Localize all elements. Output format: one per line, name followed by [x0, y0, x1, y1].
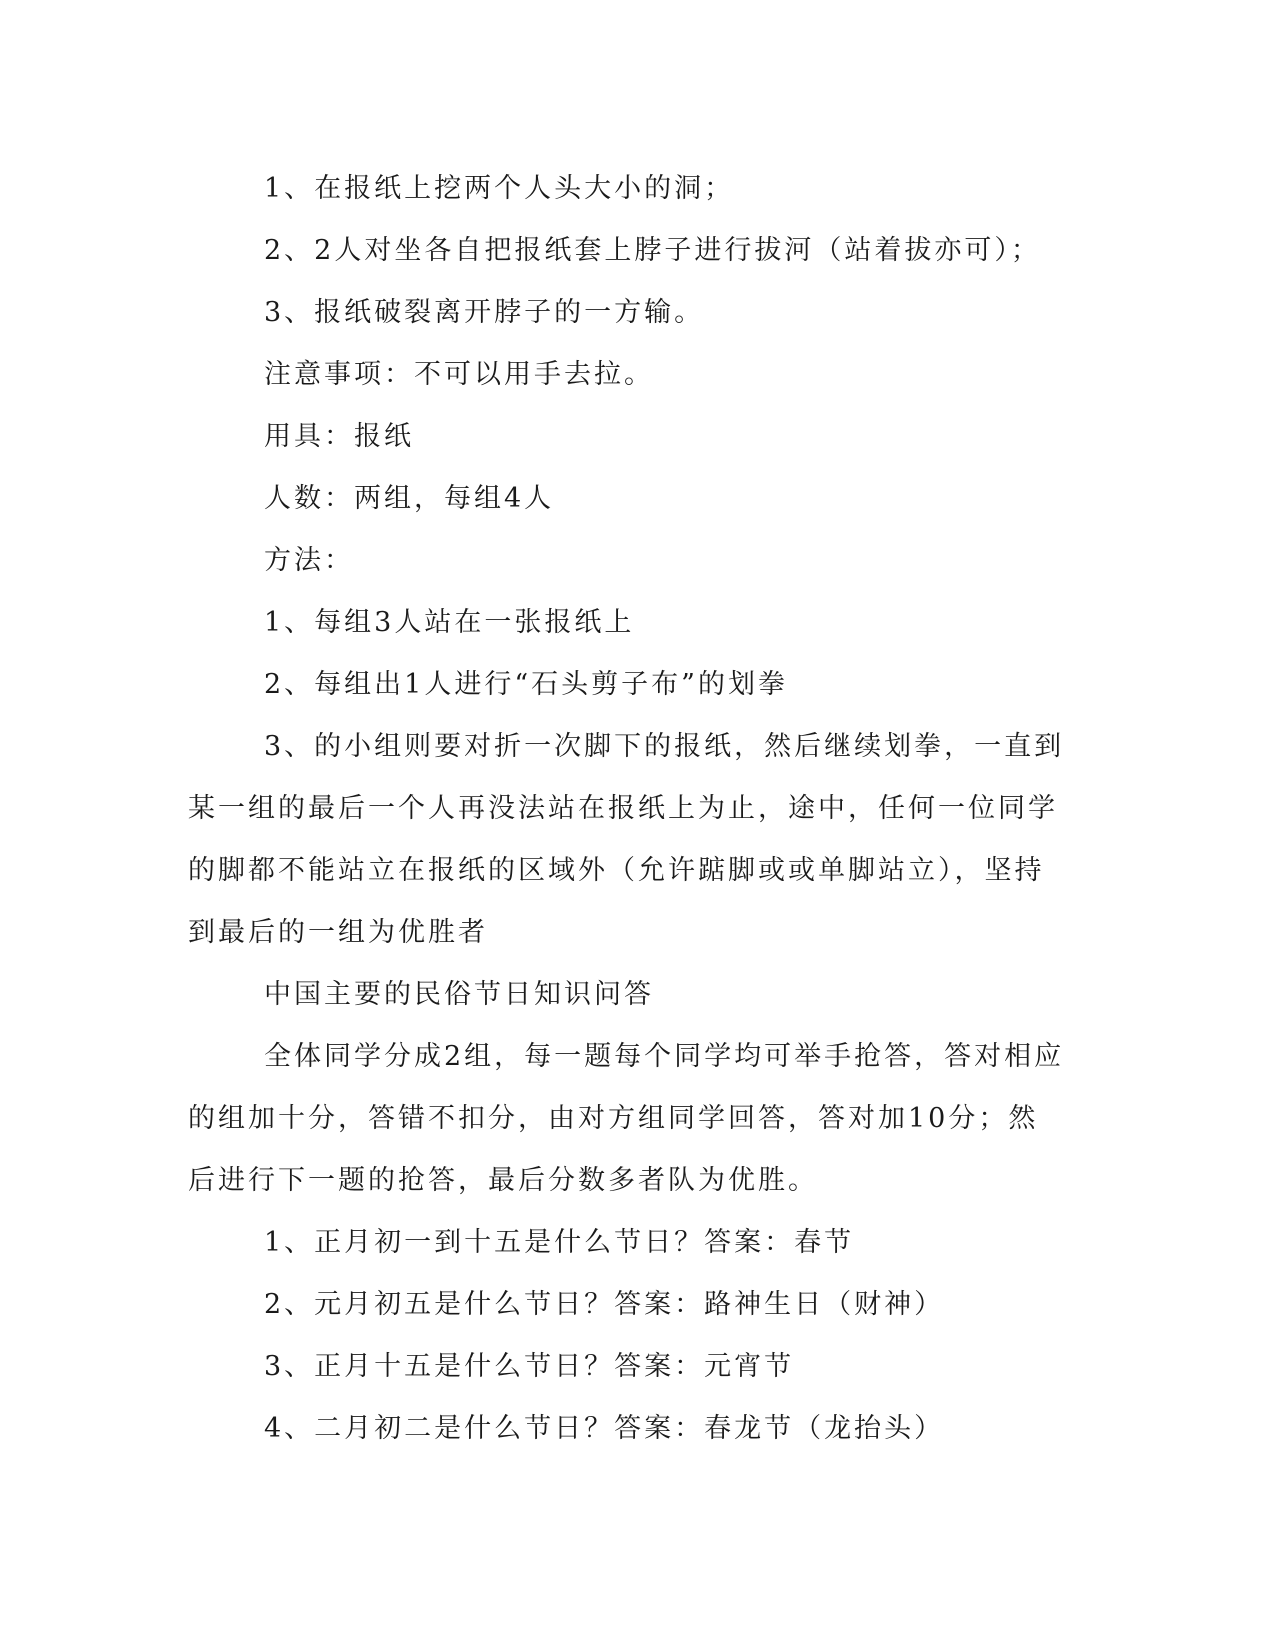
paragraph: 2、每组出1人进行“石头剪子布”的划拳	[264, 669, 788, 700]
question-item: 1、正月初一到十五是什么节日？答案：春节	[264, 1227, 855, 1258]
paragraph: 全体同学分成2组，每一题每个同学均可举手抢答，答对相应的组加十分，答错不扣分，由对方组同学回答，答对加10分；然后进行下一题的抢答，最后分数多者队为优胜。	[188, 1041, 1065, 1196]
paragraph: 3、的小组则要对折一次脚下的报纸，然后继续划拳，一直到某一组的最后一个人再没法站在报纸上为止，途中，任何一位同学的脚都不能站立在报纸的区域外（允许踮脚或或单脚站立），坚持到最后的一组为优胜者	[188, 731, 1065, 948]
document-body	[188, 158, 1068, 1460]
paragraph: 注意事项：不可以用手去拉。	[264, 359, 654, 390]
section-heading: 中国主要的民俗节日知识问答	[264, 979, 654, 1010]
paragraph: 3、报纸破裂离开脖子的一方输。	[264, 297, 705, 328]
question-item: 3、正月十五是什么节日？答案：元宵节	[264, 1351, 795, 1382]
paragraph: 人数：两组，每组4人	[264, 483, 555, 514]
paragraph: 2、2人对坐各自把报纸套上脖子进行拔河（站着拔亦可）；	[264, 235, 1041, 266]
paragraph: 1、在报纸上挖两个人头大小的洞；	[264, 173, 735, 204]
question-item: 2、元月初五是什么节日？答案：路神生日（财神）	[264, 1289, 945, 1320]
question-item: 4、二月初二是什么节日？答案：春龙节（龙抬头）	[264, 1413, 945, 1444]
paragraph: 1、每组3人站在一张报纸上	[264, 607, 635, 638]
paragraph: 方法：	[264, 545, 354, 576]
paragraph: 用具：报纸	[264, 421, 414, 452]
